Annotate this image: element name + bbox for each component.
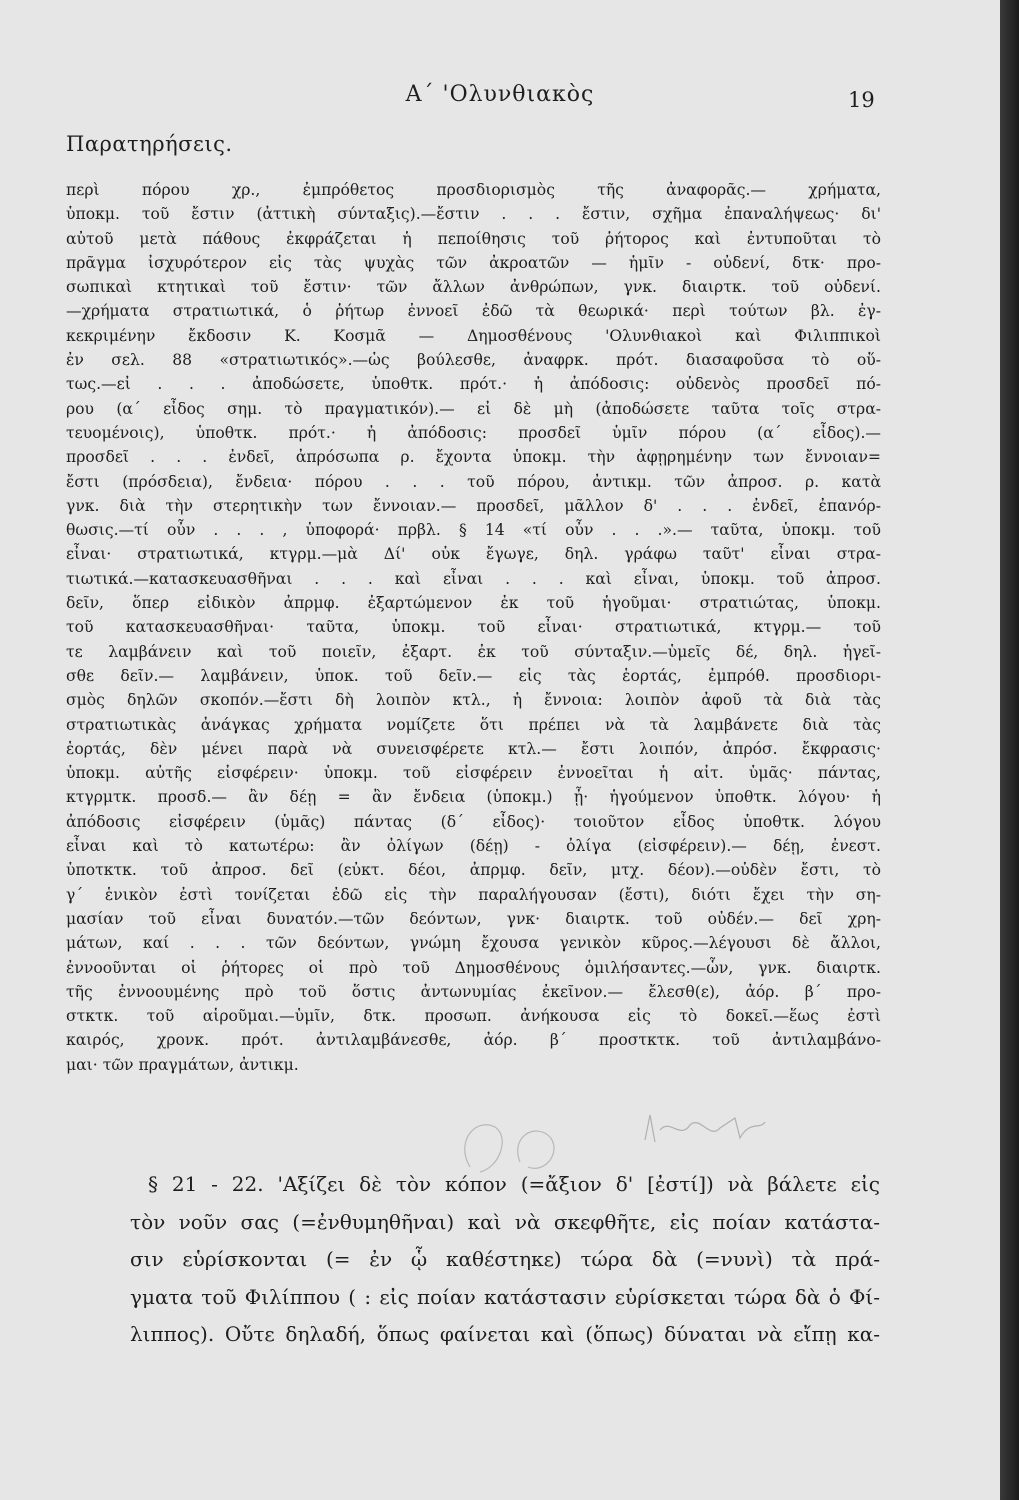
- note-line: σθε δεῖν.— λαμβάνειν, ὑποκ. τοῦ δεῖν.— εἰς τὰς ἑορτάς, ἐμπρόθ. προσδιορι-: [66, 666, 881, 685]
- note-line: εἶναι· στρατιωτικά, κτγρμ.—μὰ Δί' οὐκ ἔγωγε, δηλ. γράφω ταῦτ' εἶναι στρα-: [66, 545, 881, 564]
- note-line: μασίαν τοῦ εἶναι δυνατόν.—τῶν δεόντων, γνκ· διαιρτκ. τοῦ οὐδέν.— δεῖ χρη-: [66, 909, 881, 928]
- note-line: τευομένοις), ὑποθτκ. πρότ.· ἡ ἀπόδοσις: προσδεῖ ὑμῖν πόρου (α΄ εἶδος).—: [66, 423, 881, 442]
- note-line: περὶ πόρου χρ., ἐμπρόθετος προσδιορισμὸς τῆς ἀναφορᾶς.— χρήματα,: [66, 181, 881, 199]
- note-line: προσδεῖ . . . ἐνδεῖ, ἀπρόσωπα ρ. ἔχοντα ὑποκμ. τὴν ἀφῃρημένην των ἔννοιαν=: [66, 448, 881, 467]
- paraphrase-line: σιν εὑρίσκονται (= ἐν ᾧ καθέστηκε) τώρα δὰ (=νυνὶ) τὰ πρά-: [130, 1247, 880, 1272]
- note-line: τιωτικά.—κατασκευασθῆναι . . . καὶ εἶναι . . . καὶ εἶναι, ὑποκμ. τοῦ ἀπροσ.: [66, 569, 881, 588]
- note-line: τῆς ἐννοουμένης πρὸ τοῦ ὅστις ἀντωνυμίας ἐκεῖνον.— ἔλεσθ(ε), ἀόρ. β΄ προ-: [66, 982, 881, 1001]
- page-number: 19: [848, 88, 875, 112]
- note-line: γνκ. διὰ τὴν στερητικὴν των ἔννοιαν.— προσδεῖ, μᾶλλον δ' . . . ἐνδεῖ, ἐπανόρ-: [66, 496, 881, 515]
- paraphrase-line: λιππος). Οὔτε δηλαδή, ὅπως φαίνεται καὶ (ὅπως) δύναται νὰ εἴπῃ κα-: [130, 1322, 880, 1347]
- note-line: ὑποτκτκ. τοῦ ἀπροσ. δεῖ (εὐκτ. δέοι, ἀπρμφ. δεῖν, μτχ. δέον).—οὐδὲν ἔστι, τὸ: [66, 861, 881, 880]
- note-line: —χρήματα στρατιωτικά, ὁ ῥήτωρ ἐννοεῖ ἐδῶ τὰ θεωρικά· περὶ τούτων βλ. ἐγ-: [66, 302, 881, 321]
- note-line: στκτκ. τοῦ αἱροῦμαι.—ὑμῖν, δτκ. προσωπ. ἀνήκουσα εἰς τὸ δοκεῖ.—ἕως ἐστὶ: [66, 1007, 881, 1026]
- note-line: γ΄ ἑνικὸν ἐστὶ τονίζεται ἐδῶ εἰς τὴν παραλήγουσαν (ἔστι), διότι ἔχει τὴν ση-: [66, 885, 881, 904]
- note-line: στρατιωτικὰς ἀνάγκας χρήματα νομίζετε ὅτι πρέπει νὰ τὰ λαμβάνετε διὰ τὰς: [66, 715, 881, 734]
- pencil-scribble: [640, 1110, 770, 1150]
- note-line: αὐτοῦ μετὰ πάθους ἐκφράζεται ἡ πεποίθησις τοῦ ῥήτορος καὶ ἐντυποῦται τὸ: [66, 229, 881, 248]
- note-line: ἐννοοῦνται οἱ ῥήτορες οἱ πρὸ τοῦ Δημοσθένους ὁμιλήσαντες.—ὧν, γνκ. διαιρτκ.: [66, 958, 881, 977]
- notes-text: [66, 178, 881, 1077]
- note-line: δεῖν, ὅπερ εἰδικὸν ἀπρμφ. ἐξαρτώμενον ἐκ τοῦ ἡγοῦμαι· στρατιώτας, ὑποκμ.: [66, 594, 881, 613]
- book-edge: [1000, 0, 1019, 1500]
- note-line: ὑποκμ. αὐτῆς εἰσφέρειν· ὑποκμ. τοῦ εἰσφέρειν ἐννοεῖται ἡ αἰτ. ὑμᾶς· πάντας,: [66, 764, 881, 783]
- note-line: κτγρμτκ. προσδ.— ἂν δέῃ = ἂν ἔνδεια (ὑποκμ.) ᾖ· ἡγούμενον ὑποθτκ. λόγου· ἡ: [66, 788, 881, 807]
- note-line: καιρός, χρονκ. πρότ. ἀντιλαμβάνεσθε, ἀόρ. β΄ προστκτκ. τοῦ ἀντιλαμβάνο-: [66, 1031, 881, 1050]
- note-line: τοῦ κατασκευασθῆναι· ταῦτα, ὑποκμ. τοῦ εἶναι· στρατιωτικά, κτγρμ.— τοῦ: [66, 618, 881, 637]
- running-title: Α΄ 'Ολυνθιακὸς: [405, 82, 595, 107]
- note-line: ἐν σελ. 88 «στρατιωτικός».—ὡς βούλεσθε, ἀναφρκ. πρότ. διασαφοῦσα τὸ οὕ-: [66, 351, 881, 370]
- note-line: σωπικαὶ κτητικαὶ τοῦ ἔστιν· τῶν ἄλλων ἀνθρώπων, γνκ. διαιρτκ. τοῦ οὐδενί.: [66, 278, 881, 297]
- note-line: εἶναι καὶ τὸ κατωτέρω: ἂν ὀλίγων (δέῃ) - ὀλίγα (εἰσφέρειν).— δέῃ, ἐνεστ.: [66, 837, 881, 856]
- paraphrase-line: τὸν νοῦν σας (=ἐνθυμηθῆναι) καὶ νὰ σκεφθῆτε, εἰς ποίαν κατάστα-: [130, 1209, 880, 1234]
- notes-heading: Παρατηρήσεις.: [66, 132, 233, 156]
- note-line: ὑποκμ. τοῦ ἔστιν (ἀττικὴ σύνταξις).—ἔστιν . . . ἔστιν, σχῆμα ἐπαναλήψεως· δι': [66, 205, 881, 224]
- note-line: ἔστι (πρόσδεια), ἔνδεια· πόρου . . . τοῦ πόρου, ἀντικμ. τῶν ἀπροσ. ρ. κατὰ: [66, 472, 881, 491]
- paraphrase-line: γματα τοῦ Φιλίππου ( : εἰς ποίαν κατάστασιν εὑρίσκεται τώρα δὰ ὁ Φί-: [130, 1284, 880, 1309]
- paraphrase-line: § 21 - 22. 'Αξίζει δὲ τὸν κόπον (=ἄξιον δ' [ἐστί]) νὰ βάλετε εἰς: [148, 1172, 880, 1196]
- note-line: μαι· τῶν πραγμάτων, ἀντικμ.: [66, 1055, 299, 1074]
- note-line: ρου (α΄ εἶδος σημ. τὸ πραγματικόν).— εἰ δὲ μὴ (ἀποδώσετε ταῦτα τοῖς στρα-: [66, 399, 881, 418]
- note-line: θωσις.—τί οὖν . . . , ὑποφορά· πρβλ. § 14 «τί οὖν . . .».— ταῦτα, ὑποκμ. τοῦ: [66, 521, 881, 540]
- note-line: κεκριμένην ἔκδοσιν Κ. Κοσμᾶ — Δημοσθένους 'Ολυνθιακοὶ καὶ Φιλιππικοὶ: [66, 326, 881, 345]
- note-line: πρᾶγμα ἰσχυρότερον εἰς τὰς ψυχὰς τῶν ἀκροατῶν — ἡμῖν - οὐδενί, δτκ· προ-: [66, 253, 881, 272]
- note-line: μάτων, καί . . . τῶν δεόντων, γνώμη ἔχουσα γενικὸν κῦρος.—λέγουσι δὲ ἄλλοι,: [66, 934, 881, 953]
- note-line: τως.—εἰ . . . ἀποδώσετε, ὑποθτκ. πρότ.· ἡ ἀπόδοσις: οὐδενὸς προσδεῖ πό-: [66, 375, 881, 394]
- note-line: ἀπόδοσις εἰσφέρειν (ὑμᾶς) πάντας (δ΄ εἶδος)· τοιοῦτον εἶδος ὑποθτκ. λόγου: [66, 812, 881, 831]
- note-line: τε λαμβάνειν καὶ τοῦ ποιεῖν, ἐξαρτ. ἐκ τοῦ σύνταξιν.—ὑμεῖς δέ, δηλ. ἡγεῖ-: [66, 642, 881, 661]
- paraphrase-text: [130, 1166, 880, 1354]
- note-line: ἑορτάς, δὲν μένει παρὰ νὰ συνεισφέρετε κτλ.— ἔστι λοιπόν, ἀπρόσ. ἔκφρασις·: [66, 739, 881, 758]
- note-line: σμὸς δηλῶν σκοπόν.—ἔστι δὴ λοιπὸν κτλ., ἡ ἔννοια: λοιπὸν ἀφοῦ τὰ διὰ τὰς: [66, 691, 881, 710]
